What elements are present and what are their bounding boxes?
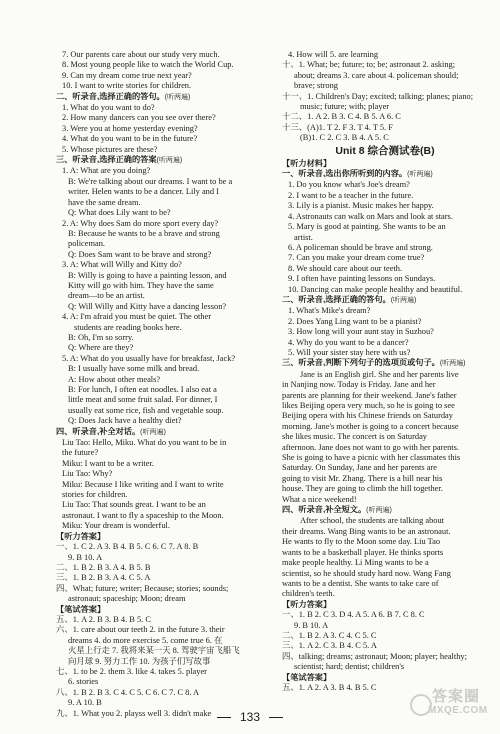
section-header <box>56 427 270 438</box>
text-line: A: How about other meals? <box>68 374 161 384</box>
text-line: 二、1. B 2. B 3. A 4. B 5. B <box>56 562 151 572</box>
right-column <box>282 50 488 693</box>
text-line: likes Beijing opera very much, so he is going to see <box>282 401 455 410</box>
text-line: B: We're talking about our dreams. I want to be a <box>68 176 233 186</box>
section-header <box>282 159 488 169</box>
text-line: 1. What's Mike's dream? <box>288 306 371 316</box>
text-line: 四、talking; dreams; astronaut; Moon; player; healthy; <box>282 651 467 661</box>
text-line: 1. Do you know what's Joe's dream? <box>288 180 410 190</box>
text-line: she likes music. The concert is on Saturday <box>282 432 427 442</box>
section-header <box>282 358 488 369</box>
text-line: 四、What; future; writer; Because; stories; sounds; <box>56 583 229 593</box>
unit-title: Unit 8 综合测试卷(B) <box>335 144 435 157</box>
section-header-text: 四、听录音,补全对话。 <box>56 426 141 436</box>
text-line: morning. Jane's mother is going to a concert because <box>282 421 459 431</box>
text-line: scientist, so he should study hard now. Wang Fang <box>282 568 451 578</box>
text-line: 火星上行走 7. 我将来某一天 8. 驾驶宇宙飞船飞 <box>68 646 240 656</box>
left-column <box>56 50 270 719</box>
text-line: students are reading books here. <box>74 322 182 332</box>
section-header <box>56 155 270 166</box>
text-line: 七、1. to be 2. them 3. like 4. takes 5. player <box>56 666 207 676</box>
text-line: 1. What do you want to do? <box>62 103 155 113</box>
text-line: 2. Does Yang Ling want to be a pianist? <box>288 316 422 326</box>
text-line: about; dreams 3. care about 4. policeman should; <box>294 70 459 80</box>
footer-dash-left <box>217 717 231 718</box>
text-line: house. They are going to climb the hill together. <box>282 484 443 494</box>
text-line: in Nanjing now. Today is Friday. Jane and her <box>282 380 436 390</box>
text-line: 向月球 9. 努力工作 10. 为孩子们写故事 <box>68 656 211 666</box>
section-header-note: (听两遍) <box>390 296 417 304</box>
text-line: Liu Tao: Why? <box>62 469 113 479</box>
text-line: wants to be a basketball player. He thinks sports <box>282 547 444 557</box>
text-line: have the same dream. <box>68 197 141 207</box>
text-line: afternoon. Jane does not want to go with her parents. <box>282 442 459 452</box>
text-line: 五、1. A 2. B 3. B 4. B 5. C <box>56 614 151 624</box>
text-line: 9. A 10. B <box>68 698 102 708</box>
text-line: 一、1. C 2. A 3. B 4. B 5. C 6. C 7. A 8. B <box>56 542 199 552</box>
section-header-note: (听两遍) <box>164 93 191 101</box>
text-line: going to visit Mr. Zhang. There is a hill near his <box>282 473 443 483</box>
text-line: artist. <box>294 232 313 242</box>
text-line: 7. Our parents care about our study very much. <box>62 50 220 59</box>
text-line: (B)1. C 2. C 3. B 4. A 5. C <box>300 133 389 143</box>
text-line: their dreams. Wang Bing wants to be an astronaut. <box>282 526 451 536</box>
section-header <box>56 605 270 615</box>
text-line: 一、1. B 2. C 3. D 4. A 5. A 6. B 7. C 8. C <box>282 610 425 620</box>
text-line: children's teeth. <box>282 589 335 599</box>
text-line: 9. B 10. A <box>68 552 103 562</box>
text-line: 三、1. B 2. B 3. A 4. C 5. A <box>56 573 151 583</box>
text-line: 4. A: I'm afraid you must be quiet. The other <box>62 312 212 322</box>
section-header-text: 一、听录音,选出你所听到的内容。 <box>282 169 408 179</box>
text-line: writer. Helen wants to be a dancer. Lily and I <box>68 187 219 197</box>
text-line: 十三、(A)1. T 2. F 3. T 4. T 5. F <box>282 122 393 132</box>
text-line: dream—to be an artist. <box>68 291 145 301</box>
section-header <box>282 295 488 306</box>
text-line: Saturday. On Sunday, Jane and her parents are <box>282 463 437 473</box>
text-line: 10. Dancing can make people healthy and beautiful. <box>288 284 463 294</box>
text-line: Jane is an English girl. She and her parents live <box>300 369 459 379</box>
page-number: 133 <box>239 710 261 724</box>
text-line: B: For lunch, I often eat noodles. I also eat a <box>68 385 217 394</box>
text-line: little meat and some fruit salad. For dinner, I <box>68 395 218 405</box>
section-header <box>282 169 488 180</box>
watermark-line1: 答案圈 <box>432 688 481 705</box>
section-header <box>56 532 270 542</box>
section-header-text: 【听力答案】 <box>56 531 106 541</box>
text-line: Q: What does Lily want to be? <box>68 208 171 218</box>
text-line: 五、1. A 2. A 3. B 4. B 5. C <box>282 682 377 692</box>
section-header-note: (听两遍) <box>156 157 183 165</box>
text-line: He wants to fly to the Moon some day. Liu Tao <box>282 537 441 547</box>
section-header-text: 四、听录音,补全短文。 <box>282 505 367 515</box>
section-header-text: 二、听录音,选择正确的答句。 <box>282 294 391 304</box>
text-line: Miku: Because I like writing and I want to write <box>62 479 224 489</box>
footer-dash-right <box>269 717 283 718</box>
text-line: Miku: Your dream is wonderful. <box>62 521 170 531</box>
text-line: 十二、1. A 2. B 3. C 4. B 5. A 6. C <box>282 112 401 122</box>
text-line: 5. Will your sister stay here with us? <box>288 347 411 357</box>
text-line: 3. Were you at home yesterday evening? <box>62 123 198 133</box>
text-line: the future? <box>62 448 99 458</box>
text-line: scientist; hard; dentist; children's <box>294 662 405 672</box>
text-line: She is going to have a picnic with her classmates this <box>282 453 461 463</box>
text-line: 6. stories <box>68 677 99 687</box>
text-line: 三、1. A 2. C 3. B 4. C 5. A <box>282 641 377 651</box>
section-header <box>282 673 488 683</box>
text-line: 5. Mary is good at painting. She wants to be an <box>288 222 446 232</box>
watermark-line2: MXQE.COM <box>428 705 488 716</box>
watermark-ring-icon <box>410 694 432 716</box>
text-line: astronaut. I want to fly a spaceship to the Moon. <box>62 510 224 520</box>
text-line: dreams 4. do more exercise 5. come true 6. 在 <box>68 635 223 645</box>
text-line: 1. A: What are you doing? <box>62 166 151 176</box>
section-header-text: 三、听录音,判断下列句子的选项页或句子。 <box>282 358 440 368</box>
text-line: 3. A: What will Willy and Kitty do? <box>62 260 182 270</box>
text-line: B: I usually have some milk and bread. <box>68 364 200 374</box>
text-line: make people healthy. Li Ming wants to be a <box>282 558 429 568</box>
text-line: brave; strong <box>294 81 338 91</box>
text-line: 2. How many dancers can you see over there? <box>62 113 216 123</box>
text-line: Liu Tao: That sounds great. I want to be an <box>62 500 206 510</box>
text-line: Q: Does Jack have a healthy diet? <box>68 416 182 426</box>
text-line: 八、1. B 2. B 3. C 4. C 5. C 6. C 7. C 8. A <box>56 687 200 697</box>
text-line: What a nice weekend! <box>282 494 357 504</box>
section-header-note: (听两遍) <box>407 171 433 179</box>
text-line: After school, the students are talking about <box>300 516 444 526</box>
text-line: 4. Astronauts can walk on Mars and look at stars. <box>288 211 453 221</box>
text-line: 2. I want to be a teacher in the future. <box>288 190 414 200</box>
text-line: Beijing opera with his Chinese friends on Saturday <box>282 411 453 421</box>
text-line: 4. Why do you want to be a dancer? <box>288 337 409 347</box>
text-line: Miku: I want to be a writer. <box>62 458 154 468</box>
text-line: parents are planning for their weekend. Jane's father <box>282 390 457 400</box>
text-line: 九、1. What you 2. playss well 3. didn't make <box>56 708 212 718</box>
text-line: 六、1. care about our teeth 2. in the future 3. their <box>56 625 225 635</box>
text-line: Q: Where are they? <box>68 343 134 353</box>
section-header-text: 【笔试答案】 <box>282 672 332 682</box>
section-header-text: 【听力材料】 <box>282 158 332 168</box>
text-line: wants to be a dentist. She wants to take care of <box>282 578 439 588</box>
text-line: 9. B 10. A <box>294 620 329 630</box>
text-line: 2. A: Why does Sam do more sport every day? <box>62 218 219 228</box>
text-line: 7. Can you make your dream come true? <box>288 253 425 263</box>
section-header-text: 【听力答案】 <box>282 599 332 609</box>
text-line: 3. How long will your aunt stay in Suzhou? <box>288 327 434 337</box>
text-line: music; future; with; player <box>300 102 390 112</box>
section-header-text: 二、听录音,选择正确的答句。 <box>56 91 165 101</box>
text-line: 十一、1. Children's Day; excited; talking; planes; piano; <box>282 91 474 101</box>
text-line: 6. A policeman should be brave and strong. <box>288 242 433 252</box>
section-header-note: (听两遍) <box>439 360 466 368</box>
section-header-note: (听两遍) <box>366 507 392 515</box>
text-line: 9. Can my dream come true next year? <box>62 70 192 80</box>
text-line: 9. I often have painting lessons on Sundays. <box>288 274 436 284</box>
text-line: stories for children. <box>62 490 128 500</box>
section-header <box>282 600 488 610</box>
section-header-text: 三、听录音,选择正确的答案 <box>56 155 157 165</box>
text-line: B: Because he wants to be a brave and strong <box>68 228 220 238</box>
text-line: 4. What do you want to be in the future? <box>62 134 198 144</box>
text-line: astronaut; spaceship; Moon; dream <box>68 594 186 604</box>
text-line: 8. Most young people like to watch the World Cup. <box>62 60 234 70</box>
text-line: Q: Does Sam want to be brave and strong? <box>68 249 212 259</box>
text-line: 4. How will 5. are learning <box>288 50 379 59</box>
section-header <box>56 92 270 103</box>
text-line: 3. Lily is a pianist. Music makes her happy. <box>288 201 434 211</box>
section-header-text: 【笔试答案】 <box>56 604 106 614</box>
watermark-logo <box>410 690 496 730</box>
text-line: B: Willy is going to have a painting lesson, and <box>68 270 227 280</box>
text-line: B: Oh, I'm so sorry. <box>68 332 134 342</box>
section-header-note: (听两遍) <box>140 428 166 436</box>
text-line: 8. We should care about our teeth. <box>288 263 403 273</box>
text-line: 5. Whose pictures are these? <box>62 144 158 154</box>
text-line: Liu Tao: Hello, Miku. What do you want to be in <box>62 438 227 448</box>
text-line: usually eat some rice, fish and vegetable soup. <box>68 405 224 415</box>
text-line: 二、1. B 2. A 3. C 4. C 5. C <box>282 630 377 640</box>
text-line: 10. I want to write stories for children. <box>62 81 192 91</box>
text-line: Q: Will Willy and Kitty have a dancing lesson? <box>68 301 227 311</box>
text-line: Kitty will go with him. They have the same <box>68 280 214 290</box>
section-header <box>282 505 488 516</box>
text-line: 5. A: What do you usually have for breakfast, Jack? <box>62 353 236 363</box>
text-line: 十、1. What; be; future; to; be; astronaut 2. asking; <box>282 60 456 70</box>
text-line: policeman. <box>68 239 105 249</box>
